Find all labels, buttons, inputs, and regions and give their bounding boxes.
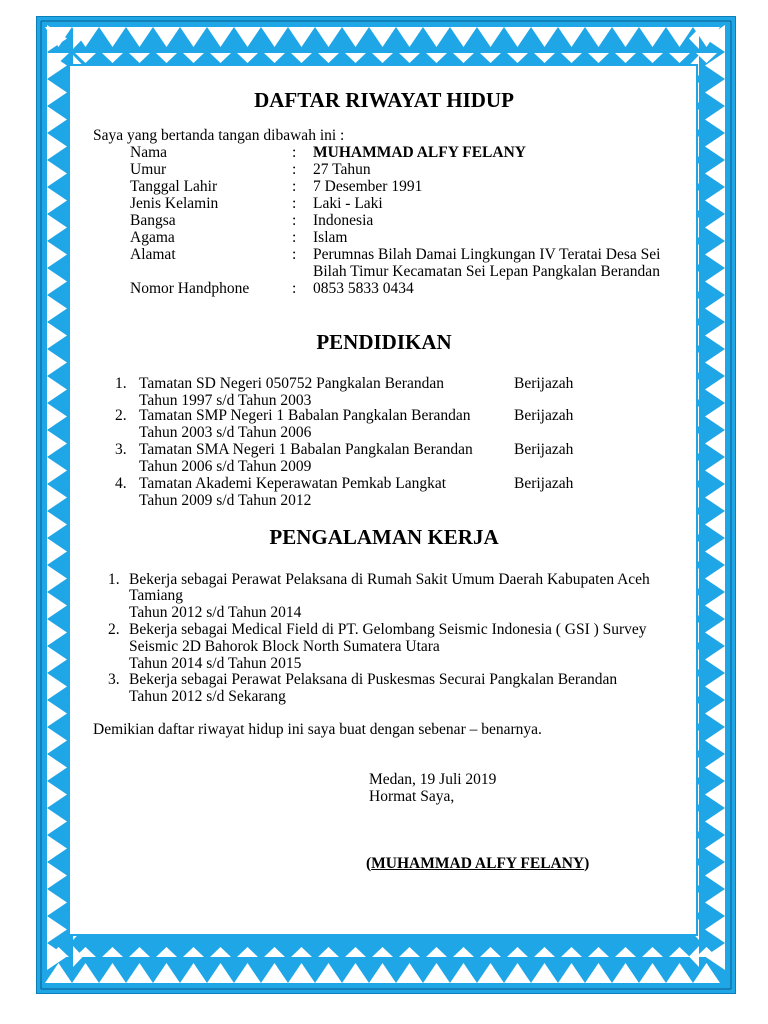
- intro-text: Saya yang bertanda tangan dibawah ini :: [93, 127, 345, 144]
- value-nomor-handphone: 0853 5833 0434: [313, 280, 414, 297]
- education-period: Tahun 2009 s/d Tahun 2012: [139, 492, 312, 509]
- label-alamat: Alamat: [130, 246, 176, 263]
- education-status: Berijazah: [514, 375, 574, 392]
- education-period: Tahun 2003 s/d Tahun 2006: [139, 424, 312, 441]
- education-status: Berijazah: [514, 475, 574, 492]
- value-tanggal-lahir: 7 Desember 1991: [313, 178, 423, 195]
- value-jenis-kelamin: Laki - Laki: [313, 195, 383, 212]
- label-tanggal-lahir: Tanggal Lahir: [130, 178, 218, 195]
- education-school: Tamatan SMA Negeri 1 Babalan Pangkalan Berandan: [139, 441, 473, 458]
- education-school: Tamatan SD Negeri 050752 Pangkalan Berandan: [139, 375, 444, 392]
- signature-name: MUHAMMAD ALFY FELANY: [371, 855, 585, 872]
- place-date: Medan, 19 Juli 2019: [369, 771, 497, 788]
- label-nama: Nama: [130, 144, 168, 161]
- label-nomor-handphone: Nomor Handphone: [130, 280, 250, 297]
- value-agama: Islam: [313, 229, 348, 246]
- list-number: 3.: [108, 671, 120, 688]
- education-school: Tamatan Akademi Keperawatan Pemkab Langkat: [139, 475, 447, 492]
- value-alamat-line2: Bilah Timur Kecamatan Sei Lepan Pangkalan Berandan: [313, 263, 660, 280]
- experience-line2: Tamiang: [129, 587, 184, 604]
- list-number: 2.: [115, 407, 127, 424]
- value-nama: MUHAMMAD ALFY FELANY: [313, 144, 526, 161]
- experience-period: Tahun 2014 s/d Tahun 2015: [129, 655, 302, 672]
- separator: :: [292, 195, 297, 212]
- experience-heading: PENGALAMAN KERJA: [269, 525, 499, 549]
- label-bangsa: Bangsa: [130, 212, 176, 229]
- experience-line1: Bekerja sebagai Perawat Pelaksana di Rumah Sakit Umum Daerah Kabupaten Aceh: [129, 571, 650, 588]
- document-title: DAFTAR RIWAYAT HIDUP: [254, 88, 514, 112]
- education-status: Berijazah: [514, 407, 574, 424]
- separator: :: [292, 178, 297, 195]
- list-number: 2.: [108, 621, 120, 638]
- value-alamat-line1: Perumnas Bilah Damai Lingkungan IV Teratai Desa Sei: [313, 246, 661, 263]
- education-school: Tamatan SMP Negeri 1 Babalan Pangkalan Berandan: [139, 407, 471, 424]
- signature-paren-close: ): [584, 855, 590, 872]
- signature-block: [366, 855, 589, 872]
- value-umur: 27 Tahun: [313, 161, 371, 178]
- list-number: 1.: [115, 375, 127, 392]
- education-status: Berijazah: [514, 441, 574, 458]
- separator: :: [292, 161, 297, 178]
- value-bangsa: Indonesia: [313, 212, 374, 229]
- education-period: Tahun 1997 s/d Tahun 2003: [139, 392, 312, 409]
- experience-line1: Bekerja sebagai Medical Field di PT. Gelombang Seismic Indonesia ( GSI ) Survey: [129, 621, 647, 638]
- list-number: 3.: [115, 441, 127, 458]
- label-agama: Agama: [130, 229, 175, 246]
- separator: :: [292, 212, 297, 229]
- label-jenis-kelamin: Jenis Kelamin: [130, 195, 219, 212]
- experience-period: Tahun 2012 s/d Tahun 2014: [129, 604, 302, 621]
- separator: :: [292, 144, 297, 161]
- experience-line1: Bekerja sebagai Perawat Pelaksana di Puskesmas Securai Pangkalan Berandan: [129, 671, 618, 688]
- separator: :: [292, 280, 297, 297]
- list-number: 1.: [108, 571, 120, 588]
- experience-period: Tahun 2012 s/d Sekarang: [129, 688, 286, 705]
- label-umur: Umur: [130, 161, 167, 178]
- separator: :: [292, 246, 297, 263]
- separator: :: [292, 229, 297, 246]
- education-period: Tahun 2006 s/d Tahun 2009: [139, 458, 312, 475]
- closing-statement: Demikian daftar riwayat hidup ini saya buat dengan sebenar – benarnya.: [93, 721, 542, 738]
- regards: Hormat Saya,: [369, 788, 455, 805]
- list-number: 4.: [115, 475, 127, 492]
- education-heading: PENDIDIKAN: [316, 330, 452, 354]
- experience-line2: Seismic 2D Bahorok Block North Sumatera Utara: [129, 638, 440, 655]
- signature-paren-open: (: [366, 855, 372, 872]
